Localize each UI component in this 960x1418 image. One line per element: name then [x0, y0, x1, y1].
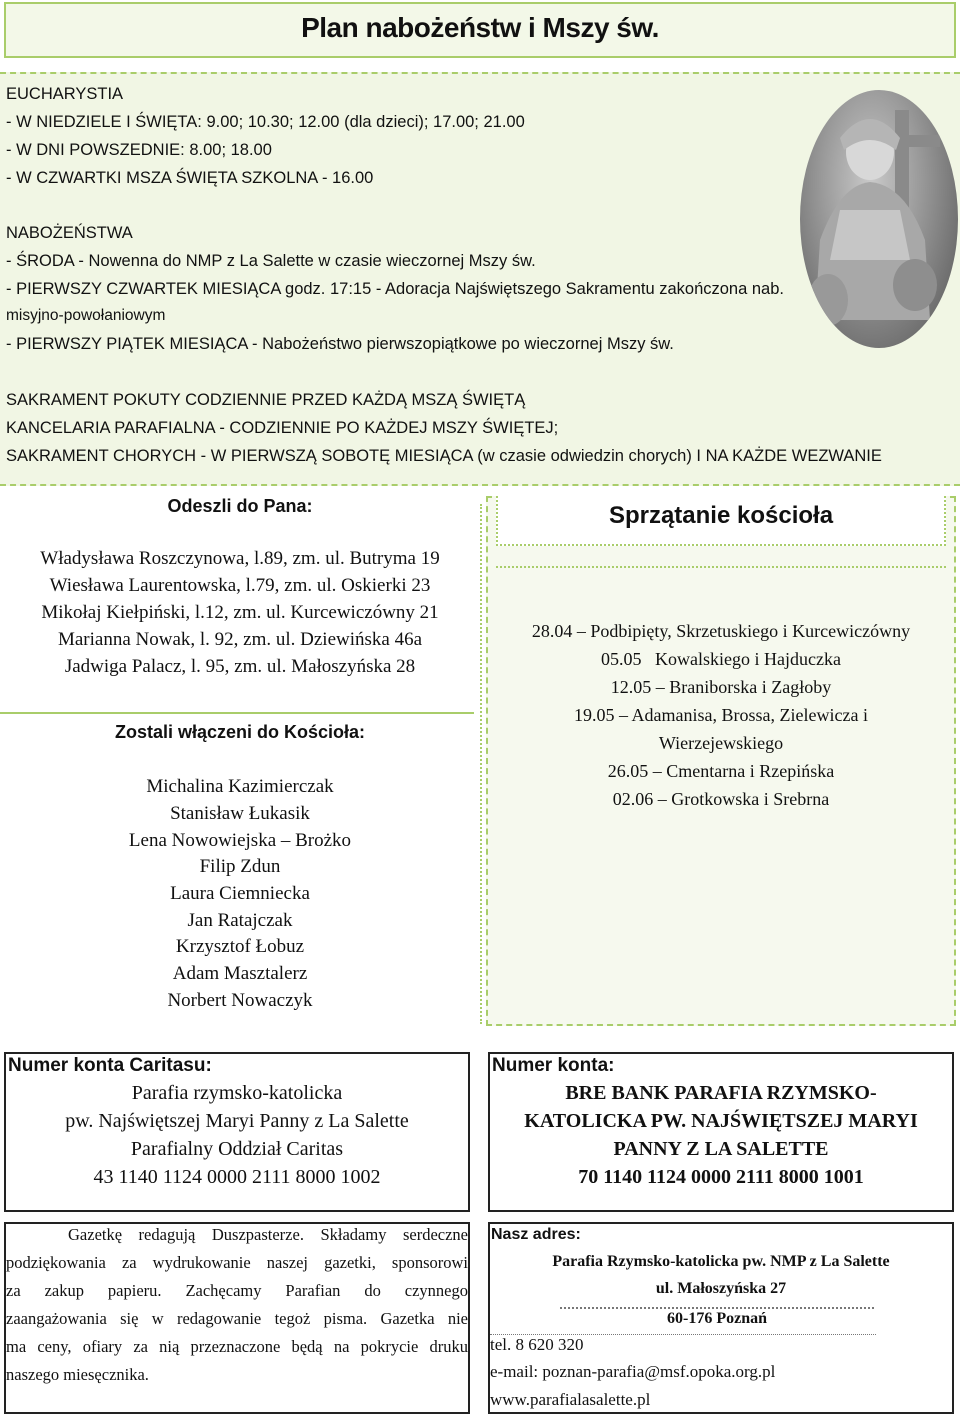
baptized-heading: Zostali włączeni do Kościoła:	[114, 722, 366, 742]
address-email-link[interactable]: e-mail: poznan-parafia@msf.opoka.org.pl	[490, 1362, 776, 1381]
info-line: - W DNI POWSZEDNIE: 8.00; 18.00	[6, 141, 272, 159]
cleaning-line: 26.05 – Cmentarna i Rzepińska	[607, 761, 835, 781]
info-line-eucharystia: EUCHARYSTIA	[6, 85, 124, 103]
cleaning-line: Wierzejewskiego	[658, 733, 784, 753]
deceased-name: Marianna Nowak, l. 92, zm. ul. Dziewińska 46a	[57, 629, 423, 650]
cleaning-line: 19.05 – Adamanisa, Brossa, Zielewicza i	[574, 705, 868, 725]
info-line-nabozenstwa: NABOŻEŃSTWA	[6, 224, 133, 242]
baptized-name: Lena Nowowiejska – Brożko	[128, 830, 352, 851]
deceased-name: Jadwiga Palacz, l. 95, zm. ul. Małoszyńska 28	[64, 656, 416, 677]
info-line: - W CZWARTKI MSZA ŚWIĘTA SZKOLNA - 16.00	[6, 169, 374, 187]
statue-illustration	[800, 90, 958, 348]
bank-account-number: 70 1140 1124 0000 2111 8000 1001	[578, 1166, 864, 1188]
address-phone: tel. 8 620 320	[490, 1334, 876, 1355]
cleaning-heading: Sprzątanie kościoła	[608, 502, 834, 529]
info-line: KANCELARIA PARAFIALNA - CODZIENNIE PO KAŻDEJ MSZY ŚWIĘTEJ;	[6, 419, 559, 437]
bank-account-line: KATOLICKA PW. NAJŚWIĘTSZEJ MARYI	[524, 1110, 918, 1132]
baptized-name: Laura Ciemniecka	[170, 883, 310, 904]
baptized-name: Filip Zdun	[199, 856, 281, 877]
editorial-line: Gazetkę redagują Duszpasterze. Składamy serdeczne	[68, 1225, 468, 1244]
bank-account-title: Numer konta:	[492, 1055, 615, 1076]
baptized-name: Michalina Kazimierczak	[146, 776, 334, 797]
baptized-name: Stanisław Łukasik	[170, 803, 310, 824]
info-line: - ŚRODA - Nowenna do NMP z La Salette w czasie wieczornej Mszy św.	[6, 252, 536, 270]
address-parish: Parafia Rzymsko-katolicka pw. NMP z La Salette	[552, 1253, 890, 1270]
address-city: 60-176 Poznań	[560, 1307, 874, 1328]
baptized-name: Jan Ratajczak	[187, 910, 293, 931]
caritas-line: Parafia rzymsko-katolicka	[131, 1082, 343, 1104]
baptized-name: Adam Masztalerz	[172, 963, 308, 984]
cleaning-line: 28.04 – Podbipięty, Skrzetuskiego i Kurcewiczówny	[531, 621, 911, 641]
address-street: ul. Małoszyńska 27	[655, 1280, 787, 1297]
info-line: - W NIEDZIELE I ŚWIĘTA: 9.00; 10.30; 12.00 (dla dzieci); 17.00; 21.00	[6, 113, 525, 131]
column-divider	[480, 504, 482, 1024]
info-line: SAKRAMENT CHORYCH - W PIERWSZĄ SOBOTĘ MIESIĄCA (w czasie odwiedzin chorych) I NA KAŻDE WEZWANIE	[6, 447, 882, 465]
cleaning-line: 02.06 – Grotkowska i Srebrna	[612, 789, 830, 809]
editorial-line: ma ceny, ofiary za nią przeznaczone będą na pokrycie druku	[6, 1337, 468, 1356]
deceased-heading: Odeszli do Pana:	[167, 496, 313, 516]
section-divider	[0, 712, 474, 714]
info-line: - PIERWSZY CZWARTEK MIESIĄCA godz. 17:15 - Adoracja Najświętszego Sakramentu zakończona nab.	[6, 280, 784, 298]
cleaning-line: 05.05 Kowalskiego i Hajduczka	[601, 649, 841, 669]
editorial-line: podziękowania za wydrukowanie naszej gazetki, sponsorowi	[6, 1253, 468, 1272]
info-line: SAKRAMENT POKUTY CODZIENNIE PRZED KAŻDĄ MSZĄ ŚWIĘTĄ	[6, 391, 526, 409]
page-title: Plan nabożeństw i Mszy św.	[301, 12, 659, 43]
address-title: Nasz adres:	[491, 1226, 581, 1243]
editorial-line: zaangażowania się w redagowanie tegoż pisma. Gazetka nie	[6, 1309, 468, 1328]
caritas-line: Parafialny Oddział Caritas	[130, 1138, 344, 1160]
editorial-line: naszego miesęcznika.	[6, 1365, 149, 1384]
info-line: misyjno-powołaniowym	[6, 307, 166, 324]
baptized-name: Krzysztof Łobuz	[175, 936, 305, 957]
bank-account-line: BRE BANK PARAFIA RZYMSKO-	[565, 1082, 877, 1104]
caritas-line: pw. Najświętszej Maryi Panny z La Salette	[65, 1110, 409, 1132]
deceased-name: Władysława Roszczynowa, l.89, zm. ul. Butryma 19	[40, 548, 440, 569]
info-line: - PIERWSZY PIĄTEK MIESIĄCA - Nabożeństwo pierwszopiątkowe po wieczornej Mszy św.	[6, 335, 674, 353]
caritas-account-number: 43 1140 1124 0000 2111 8000 1002	[93, 1166, 381, 1188]
baptized-name: Norbert Nowaczyk	[167, 990, 313, 1011]
deceased-name: Wiesława Laurentowska, l.79, zm. ul. Oskierki 23	[49, 575, 431, 596]
statue-photo	[800, 90, 958, 348]
cleaning-divider	[496, 566, 946, 568]
cleaning-line: 12.05 – Braniborska i Zagłoby	[610, 677, 832, 697]
bank-account-line: PANNY Z LA SALETTE	[613, 1138, 829, 1160]
address-website-link[interactable]: www.parafialasalette.pl	[490, 1390, 651, 1409]
deceased-name: Mikołaj Kiełpiński, l.12, zm. ul. Kurcewiczówny 21	[41, 602, 439, 623]
caritas-title: Numer konta Caritasu:	[8, 1055, 212, 1076]
editorial-line: za zakup papieru. Zachęcamy Parafian do czynnego	[6, 1281, 468, 1300]
